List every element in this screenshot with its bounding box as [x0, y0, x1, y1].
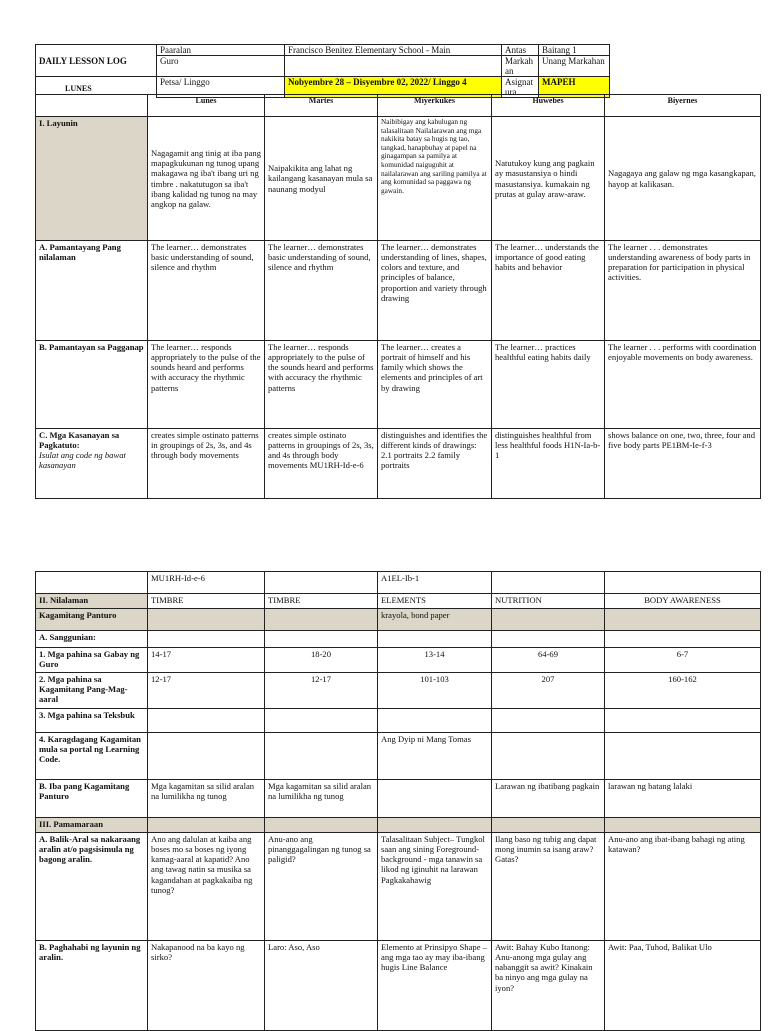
header-label-date: Petsa/ Linggo	[157, 77, 285, 98]
row-label-karagdagang-kagamitan: 4. Karagdagang Kagamitan mula sa portal ng Learning Code.	[36, 733, 148, 780]
cell-kasanayan-miyerkukes: distinguishes and identifies the different kinds of drawings: 2.1 portraits 2.2 family portraits	[378, 429, 492, 499]
header-table	[35, 44, 610, 98]
cell-section	[492, 818, 605, 833]
row-label-sanggunian: A. Sanggunian:	[36, 631, 148, 648]
cell-pages: 207	[492, 673, 605, 709]
cell-empty	[378, 709, 492, 733]
cell-layunin-miyerkukes: Naibibigay ang kahulugan ng talasalitaan Nailalarawan ang mga nakikita batay sa hugis ng tao, tangkad, hanapbuhay at papel na ginagampan sa pamilya at komunidad naiguguhit at nailalarawan ang sariling pamilya at ang komunidad sa paggawa ng gawain.	[378, 117, 492, 241]
cell-balik-aral: Ano ang dalulan at kaiba ang boses mo sa boses ng iyong kamag-aaral at kapatid? Ano ang tawag natin sa musika sa kagandahan at pagkakaiba ng tunog?	[148, 833, 265, 941]
cell-pagganap-biyernes: The learner . . . performs with coordination enjoyable movements on body awareness.	[605, 341, 761, 429]
corner-cell	[36, 95, 148, 117]
day-header: Huwebes	[492, 95, 605, 117]
cell-balik-aral: Ilang baso ng tubig ang dapat mong inumin sa isang araw? Gatas?	[492, 833, 605, 941]
row-label-iba-pang-kagamitan: B. Iba pang Kagamitang Panturo	[36, 780, 148, 818]
cell-layunin-biyernes: Nagagaya ang galaw ng mga kasangkapan, hayop at kalikasan.	[605, 117, 761, 241]
cell-pages: 160-162	[605, 673, 761, 709]
cell-extra	[492, 733, 605, 780]
cell-empty	[605, 709, 761, 733]
header-label-level: Antas	[502, 45, 539, 56]
cell-kagamitan	[605, 609, 761, 631]
cell-materials: Larawan ng ibatibang pagkain	[492, 780, 605, 818]
header-label-quarter: Markahan	[502, 56, 539, 77]
day-header: Lunes	[148, 95, 265, 117]
cell-kagamitan	[148, 609, 265, 631]
header-value-date: Nobyembre 28 – Disyembre 02, 2022/ Linggo 4	[285, 77, 502, 98]
cell-balik-aral: Anu-ano ang ibat-ibang bahagi ng ating katawan?	[605, 833, 761, 941]
kasanayan-label: C. Mga Kasanayan sa Pagkatuto:	[39, 430, 120, 451]
row-label-kagamitang-panturo: Kagamitang Panturo	[36, 609, 148, 631]
cell-kagamitan: krayola, bond paper	[378, 609, 492, 631]
cell-section	[148, 818, 265, 833]
cell-empty	[492, 631, 605, 648]
header-value-level: Baitang 1	[539, 45, 610, 56]
code-cell: A1EL-Ib-1	[378, 572, 492, 594]
cell-kasanayan-biyernes: shows balance on one, two, three, four and five body parts PE1BM-Ie-f-3	[605, 429, 761, 499]
cell-empty	[605, 631, 761, 648]
header-value-teacher	[285, 56, 502, 77]
row-label-pamantayan-pagganap: B. Pamantayan sa Pagganap	[36, 341, 148, 429]
cell-kagamitan	[265, 609, 378, 631]
row-label-paghahabi: B. Paghahabi ng layunin ng aralin.	[36, 941, 148, 1031]
cell-empty	[378, 631, 492, 648]
cell-topic: NUTRITION	[492, 594, 605, 609]
row-label-kagamitang-mag-aaral: 2. Mga pahina sa Kagamitang Pang-Mag-aaral	[36, 673, 148, 709]
cell-materials: Mga kagamitan sa silid aralan na lumilikha ng tunog	[265, 780, 378, 818]
cell-section	[265, 818, 378, 833]
day-header: Biyernes	[605, 95, 761, 117]
cell-nilalaman-martes: The learner… demonstrates basic understanding of sound, silence and rhythm	[265, 241, 378, 341]
cell-pages: 64-69	[492, 648, 605, 673]
cell-pagganap-miyerkukes: The learner… creates a portrait of himself and his family which shows the elements and principles of art by drawing	[378, 341, 492, 429]
row-label-teksbuk: 3. Mga pahina sa Teksbuk	[36, 709, 148, 733]
header-label-subject: Asignatura	[502, 77, 539, 98]
cell-layunin-martes: Naipakikita ang lahat ng kailangang kasanayan mula sa naunang modyul	[265, 117, 378, 241]
cell-section	[378, 818, 492, 833]
row-label-nilalaman: II. Nilalaman	[36, 594, 148, 609]
cell-topic: BODY AWARENESS	[605, 594, 761, 609]
cell-pages: 13-14	[378, 648, 492, 673]
cell-pages: 6-7	[605, 648, 761, 673]
code-cell	[492, 572, 605, 594]
kasanayan-note: Isulat ang code ng bawat kasanayan	[39, 450, 126, 471]
row-label-balik-aral: A. Balik-Aral sa nakaraang aralin at/o pagsisimula ng bagong aralin.	[36, 833, 148, 941]
cell-pages: 12-17	[148, 673, 265, 709]
cell-pages: 18-20	[265, 648, 378, 673]
cell-pagganap-lunes: The learner… responds appropriately to the pulse of the sounds heard and performs with accuracy the rhythmic patterns	[148, 341, 265, 429]
cell-pages: 12-17	[265, 673, 378, 709]
cell-balik-aral: Talasalitaan Subject– Tungkol saan ang sining Foreground- background - mga tanawin sa likod ng iginuhit na larawan Pagkakahawig	[378, 833, 492, 941]
row-label-pamamaraan: III. Pamamaraan	[36, 818, 148, 833]
cell-kagamitan	[492, 609, 605, 631]
cell-section	[605, 818, 761, 833]
header-value-subject: MAPEH	[539, 77, 610, 98]
cell-pages: 101-103	[378, 673, 492, 709]
lesson-table-1	[35, 94, 761, 499]
cell-kasanayan-lunes: creates simple ostinato patterns in groupings of 2s, 3s, and 4s through body movements	[148, 429, 265, 499]
cell-pages: 14-17	[148, 648, 265, 673]
cell-paghahabi: Laro: Aso, Aso	[265, 941, 378, 1031]
cell-materials: larawan ng batang lalaki	[605, 780, 761, 818]
cell-pagganap-martes: The learner… responds appropriately to the pulse of the sounds heard and performs with accuracy the rhythmic patterns	[265, 341, 378, 429]
header-label-school: Paaralan	[157, 45, 285, 56]
cell-materials: Mga kagamitan sa silid aralan na lumilikha ng tunog	[148, 780, 265, 818]
cell-empty	[265, 709, 378, 733]
cell-extra	[605, 733, 761, 780]
cell-paghahabi: Elemento at Prinsipyo Shape – ang mga tao ay may iba-ibang hugis Line Balance	[378, 941, 492, 1031]
cell-balik-aral: Anu-ano ang pinanggagalingan ng tunog sa paligid?	[265, 833, 378, 941]
row-label-layunin: I. Layunin	[36, 117, 148, 241]
day-header: Martes	[265, 95, 378, 117]
cell-paghahabi: Awit: Bahay Kubo Itanong: Anu-anong mga gulay ang nabanggit sa awit? Kinakain ba ninyo ang mga gulay na iyon?	[492, 941, 605, 1031]
cell-kasanayan-martes: creates simple ostinato patterns in groupings of 2s, 3s, and 4s through body movements MU1RH-Id-e-6	[265, 429, 378, 499]
cell-extra	[265, 733, 378, 780]
cell-nilalaman-huwebes: The learner… understands the importance of good eating habits and behavior	[492, 241, 605, 341]
cell-empty	[492, 709, 605, 733]
cell-nilalaman-biyernes: The learner . . . demonstrates understanding awareness of body parts in preparation for participation in physical activities.	[605, 241, 761, 341]
header-value-quarter: Unang Markahan	[539, 56, 610, 77]
code-cell	[265, 572, 378, 594]
cell-topic: ELEMENTS	[378, 594, 492, 609]
row-label-gabay-guro: 1. Mga pahina sa Gabay ng Guro	[36, 648, 148, 673]
cell-topic: TIMBRE	[265, 594, 378, 609]
cell-empty	[265, 631, 378, 648]
cell-pagganap-huwebes: The learner… practices healthful eating habits daily	[492, 341, 605, 429]
cell-empty	[148, 709, 265, 733]
cell-paghahabi: Awit: Paa, Tuhod, Balikat Ulo	[605, 941, 761, 1031]
header-title: DAILY LESSON LOG	[36, 45, 157, 77]
cell-layunin-lunes: Nagagamit ang tinig at iba pang mapagkukunan ng tunog upang makagawa ng iba't ibang uri ng timbre . nakatutugon sa iba't ibang kalidad ng tunog na may angkop na galaw.	[148, 117, 265, 241]
cell-materials	[378, 780, 492, 818]
header-value-school: Francisco Benitez Elementary School - Main	[285, 45, 502, 56]
lesson-table-2	[35, 571, 761, 1031]
code-cell	[605, 572, 761, 594]
cell-kasanayan-huwebes: distinguishes healthful from less healthful foods H1N-Ia-b-1	[492, 429, 605, 499]
row-label-kasanayan	[36, 429, 148, 499]
day-label: LUNES	[65, 84, 92, 93]
cell-empty	[148, 631, 265, 648]
cell-topic: TIMBRE	[148, 594, 265, 609]
cell-layunin-huwebes: Natutukoy kung ang pagkain ay masustansiya o hindi masustansiya. kumakain ng prutas at gulay araw-araw.	[492, 117, 605, 241]
header-label-teacher: Guro	[157, 56, 285, 77]
day-header: Miyerkukes	[378, 95, 492, 117]
cell-nilalaman-lunes: The learner… demonstrates basic understanding of sound, silence and rhythm	[148, 241, 265, 341]
cell-nilalaman-miyerkukes: The learner… demonstrates understanding of lines, shapes, colors and texture, and principles of balance, proportion and variety through drawing	[378, 241, 492, 341]
row-label-pamantayang-nilalaman: A. Pamantayang Pang nilalaman	[36, 241, 148, 341]
code-row-label	[36, 572, 148, 594]
cell-extra	[148, 733, 265, 780]
cell-extra: Ang Dyip ni Mang Tomas	[378, 733, 492, 780]
cell-paghahabi: Nakapanood na ba kayo ng sirko?	[148, 941, 265, 1031]
code-cell: MU1RH-Id-e-6	[148, 572, 265, 594]
